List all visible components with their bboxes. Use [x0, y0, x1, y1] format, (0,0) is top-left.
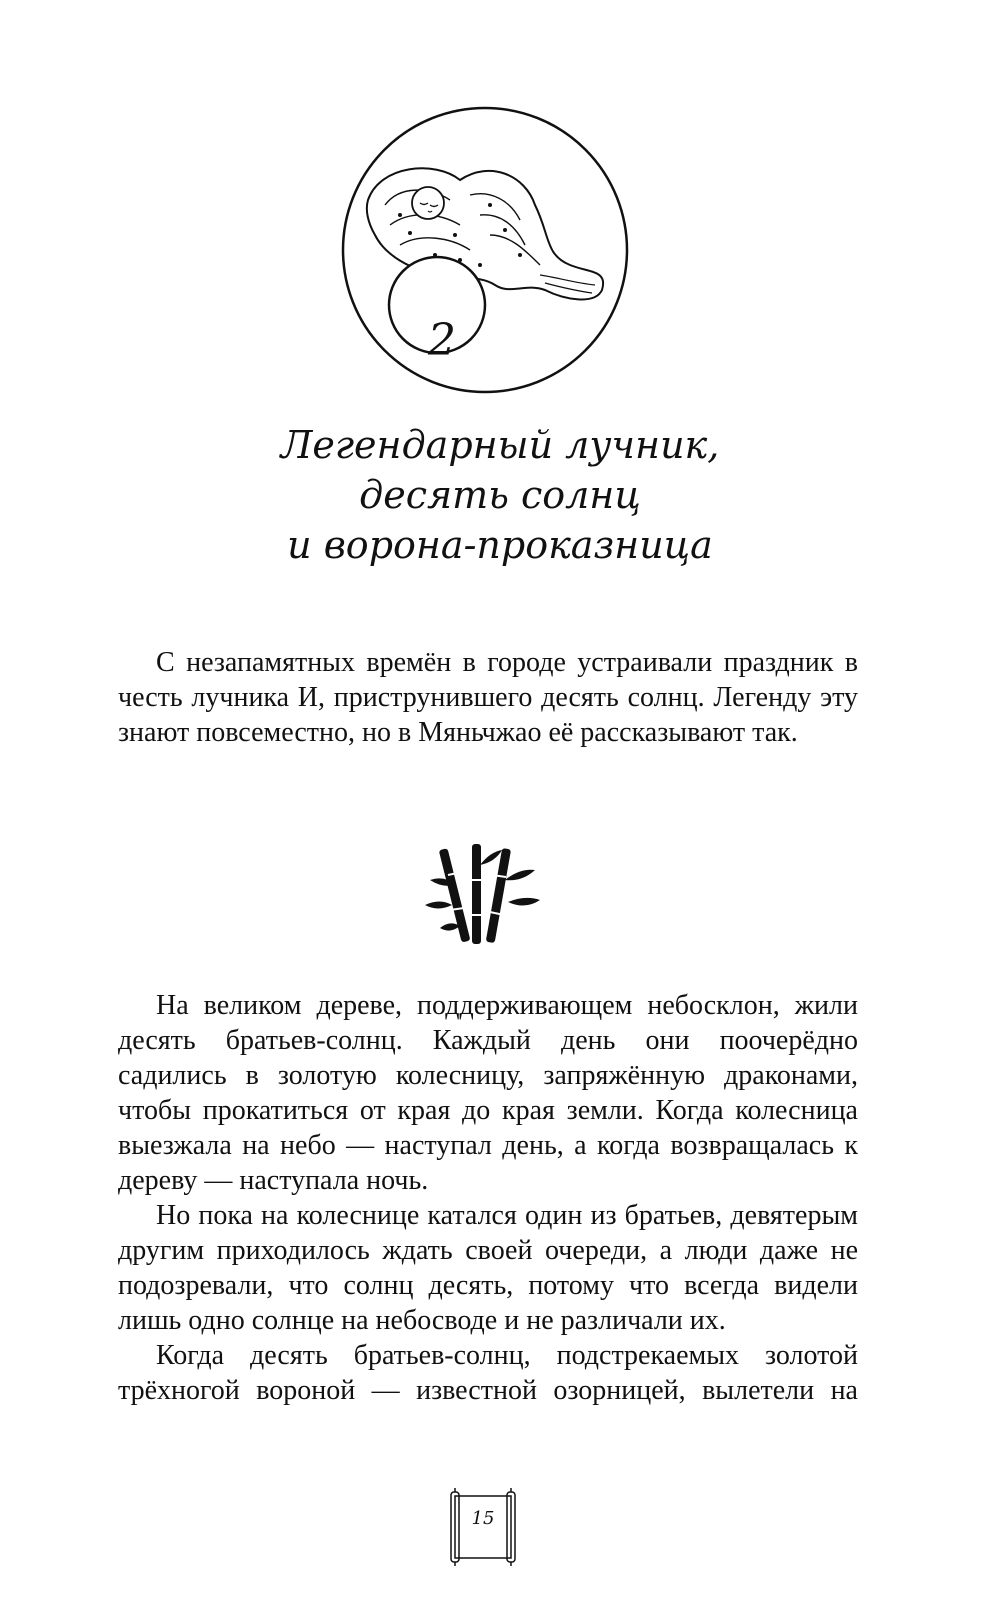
title-line-1: Легендарный лучник, [280, 423, 720, 467]
chapter-number: 2 [428, 314, 456, 366]
intro-text [118, 645, 858, 750]
body-paragraph-2: Но пока на колеснице катался один из братьев, девятерым другим приходилось ждать своей очереди, а люди даже не подозревали, что солнц десять, потому что всегда видели лишь одно солнце на небосводе и не различали их. [118, 1200, 858, 1336]
bamboo-divider-icon [410, 840, 550, 950]
intro-paragraph: С незапамятных времён в городе устраивали праздник в честь лучника И, приструнившего десять солнц. Легенду эту знают повсеместно, но в Мяньчжао её рассказывают так. [118, 647, 858, 748]
title-line-3: и ворона-проказница [287, 523, 713, 567]
body-text [118, 988, 858, 1408]
page-number: 15 [471, 1508, 495, 1529]
body-paragraph-3: Когда десять братьев-солнц, подстрекаемых золотой трёхногой вороной — известной озорницей, вылетели на [118, 1340, 858, 1406]
chapter-title [150, 420, 850, 570]
body-paragraph-1: На великом дереве, поддерживающем небосклон, жили десять братьев-солнц. Каждый день они поочерёдно садились в золотую колесницу, запряжённую драконами, чтобы прокатиться от края до края земли. Когда колесница выезжала на небо — наступал день, а когда возвращалась к дереву — наступала ночь. [118, 990, 858, 1196]
title-line-2: десять солнц [359, 473, 641, 517]
